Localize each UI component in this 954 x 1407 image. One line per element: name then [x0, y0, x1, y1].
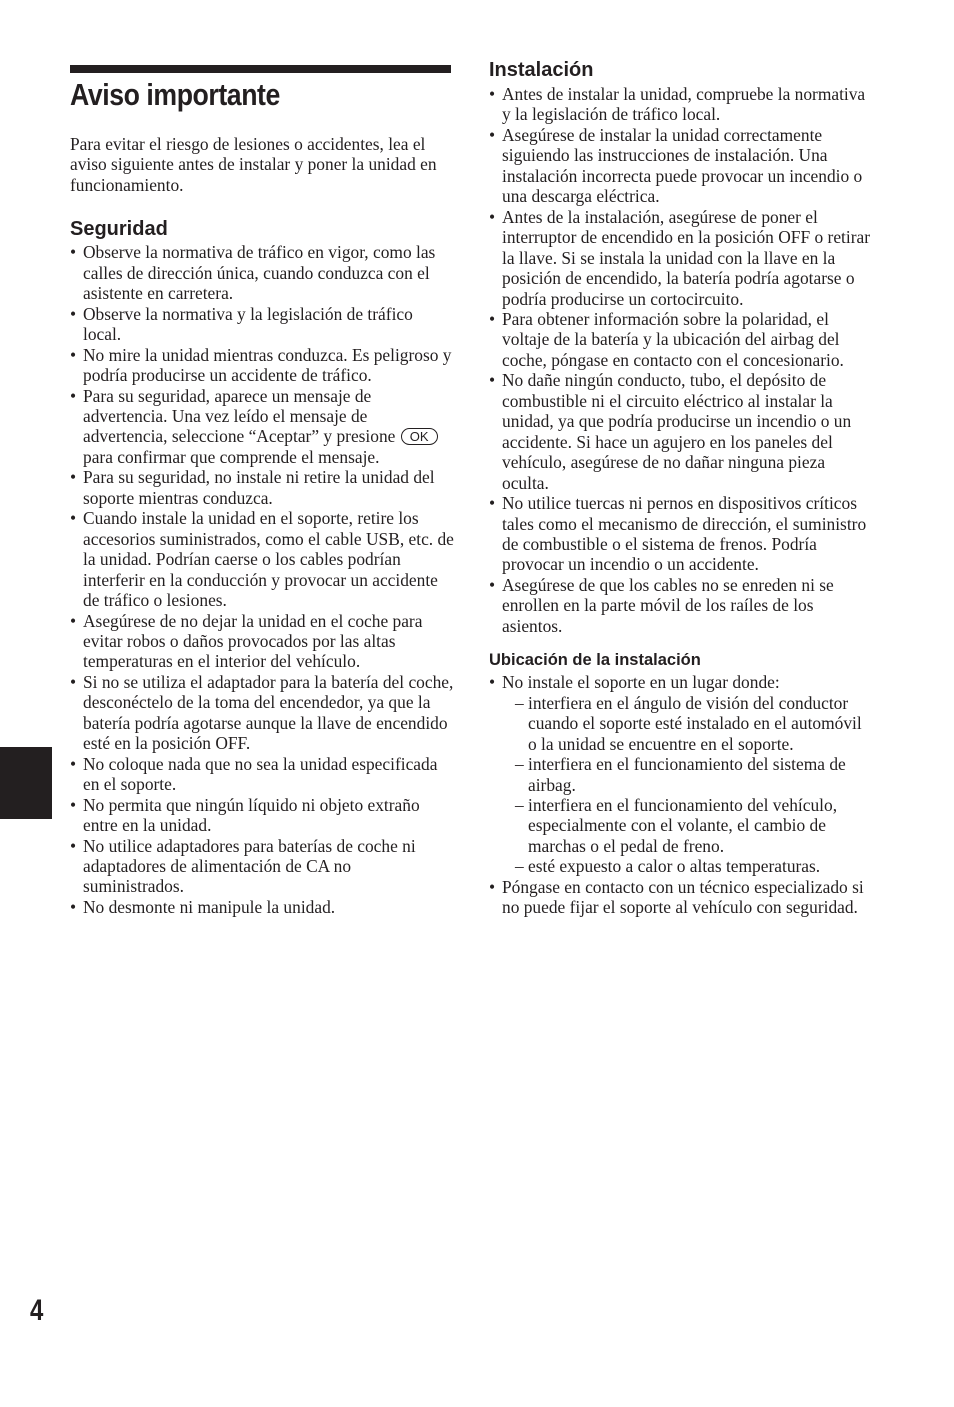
right-column: [489, 58, 874, 918]
list-item: • No desmonte ni manipule la unidad.: [70, 897, 455, 917]
list-item: • No coloque nada que no sea la unidad especificada en el soporte.: [70, 754, 455, 795]
ubicacion-sublist: [502, 693, 874, 877]
ubicacion-list: [489, 672, 874, 917]
list-item: • Asegúrese de no dejar la unidad en el coche para evitar robos o daños provocados por las altas temperaturas en el interior del vehículo.: [70, 611, 455, 672]
warning-text-after: para confirmar que comprende el mensaje.: [83, 446, 380, 467]
list-item: • Si no se utiliza el adaptador para la batería del coche, desconéctelo de la toma del encendedor, ya que la batería podría agotarse aunque la llave de encendido esté en la posición OFF.: [70, 672, 455, 754]
list-item-warning: [70, 386, 455, 468]
sublist-item: – interfiera en el funcionamiento del vehículo, especialmente con el volante, el cambio de marchas o el pedal de freno.: [502, 795, 874, 856]
ok-button-icon: OK: [401, 428, 438, 445]
list-item: • Asegúrese de instalar la unidad correctamente siguiendo las instrucciones de instalación. Una instalación incorrecta puede provocar un incendio o una descarga eléctrica.: [489, 125, 874, 207]
list-item: • No mire la unidad mientras conduzca. Es peligroso y podría producirse un accidente de tráfico.: [70, 345, 455, 386]
list-item: • Antes de instalar la unidad, compruebe la normativa y la legislación de tráfico local.: [489, 84, 874, 125]
list-item: • Observe la normativa de tráfico en vigor, como las calles de dirección única, cuando conduzca con el asistente en carretera.: [70, 242, 455, 303]
sublist-item: – esté expuesto a calor o altas temperaturas.: [502, 856, 874, 876]
ubicacion-heading: Ubicación de la instalación: [489, 651, 701, 670]
intro-paragraph: Para evitar el riesgo de lesiones o accidentes, lea el aviso siguiente antes de instalar y poner la unidad en funcionamiento.: [70, 134, 437, 195]
section-tab-marker: [0, 747, 52, 819]
list-item-lead: [489, 672, 874, 877]
list-item: • Para su seguridad, no instale ni retire la unidad del soporte mientras conduzca.: [70, 467, 455, 508]
list-item: • No permita que ningún líquido ni objeto extraño entre en la unidad.: [70, 795, 455, 836]
instalacion-list: [489, 84, 874, 636]
seguridad-heading: Seguridad: [70, 218, 168, 241]
page-number: 4: [30, 1294, 44, 1327]
page-title: Aviso importante: [70, 77, 280, 112]
ubicacion-lead: No instale el soporte en un lugar donde:: [502, 672, 780, 693]
instalacion-heading: Instalación: [489, 59, 594, 81]
list-item: • No dañe ningún conducto, tubo, el depósito de combustible ni el circuito eléctrico al instalar la unidad, ya que podría producirse un incendio o un accidente. Si hace un agujero en los paneles del vehículo, asegúrese de no dañar ninguna pieza oculta.: [489, 370, 874, 493]
warning-text-before: Para su seguridad, aparece un mensaje de advertencia. Una vez leído el mensaje de advertencia, seleccione “Aceptar” y presione: [83, 385, 396, 447]
list-item: • Antes de la instalación, asegúrese de poner el interruptor de encendido en la posición OFF o retirar la llave. Si se instala la unidad con la llave en la posición de encendido, la batería podría agotarse o podría producirse un cortocircuito.: [489, 207, 874, 309]
list-item: • Póngase en contacto con un técnico especializado si no puede fijar el soporte al vehículo con seguridad.: [489, 877, 874, 918]
sublist-item: – interfiera en el ángulo de visión del conductor cuando el soporte esté instalado en el automóvil o la unidad se encuentre en el soporte.: [502, 693, 874, 754]
left-column: [70, 134, 455, 917]
list-item: • Observe la normativa y la legislación de tráfico local.: [70, 304, 455, 345]
list-item: • Asegúrese de que los cables no se enreden ni se enrollen en la parte móvil de los raíles de los asientos.: [489, 575, 874, 636]
list-item: • No utilice adaptadores para baterías de coche ni adaptadores de alimentación de CA no suministrados.: [70, 836, 455, 897]
sublist-item: – interfiera en el funcionamiento del sistema de airbag.: [502, 754, 874, 795]
list-item: • No utilice tuercas ni pernos en dispositivos críticos tales como el mecanismo de dirección, el suministro de combustible o el sistema de frenos. Podría provocar un incendio o un accidente.: [489, 493, 874, 575]
seguridad-list: [70, 242, 455, 917]
title-rule: [70, 65, 451, 73]
list-item: • Para obtener información sobre la polaridad, el voltaje de la batería y la ubicación del airbag del coche, póngase en contacto con el concesionario.: [489, 309, 874, 370]
list-item: • Cuando instale la unidad en el soporte, retire los accesorios suministrados, como el cable USB, etc. de la unidad. Podrían caerse o los cables podrían interferir en la conducción y provocar un accidente de tráfico o lesiones.: [70, 508, 455, 610]
